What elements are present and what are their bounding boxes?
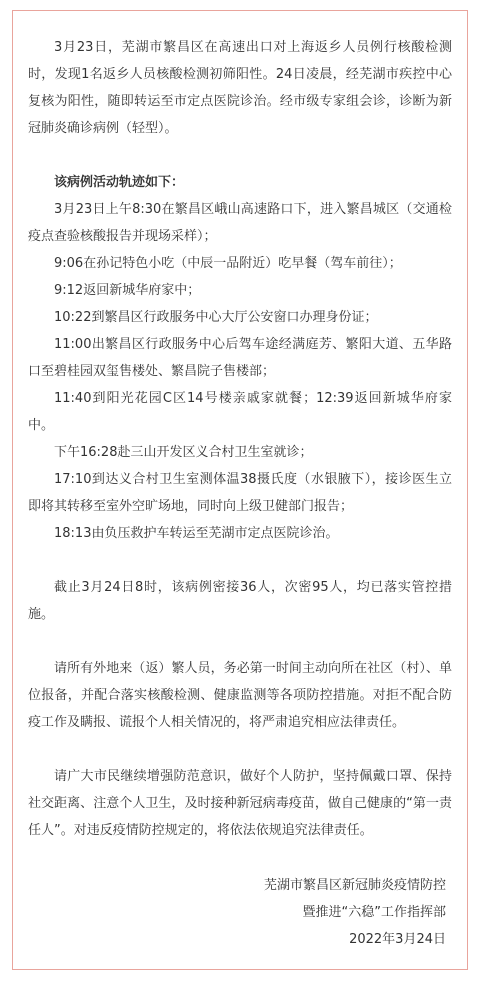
trajectory-item: 11:00出繁昌区行政服务中心后驾车途经满庭芳、繁阳大道、五华路口至碧桂园双玺售楼处、繁昌院子售楼部；	[28, 337, 452, 379]
trajectory-item: 9:12返回新城华府家中；	[54, 283, 201, 298]
notice-paragraph-citizens: 请广大市民继续增强防范意识，做好个人防护，坚持佩戴口罩、保持社交距离、注意个人卫生，及时接种新冠病毒疫苗，做自己健康的“第一责任人”。对违反疫情防控规定的，将依法依规追究法律责任。	[28, 769, 452, 838]
spacer	[28, 547, 452, 574]
announcement-body	[28, 34, 452, 844]
signature-issuer-line1: 芜湖市繁昌区新冠肺炎疫情防控	[263, 878, 446, 893]
trajectory-heading: 该病例活动轨迹如下：	[54, 175, 185, 190]
trajectory-list	[28, 196, 452, 547]
contacts-paragraph: 截止3月24日8时，该病例密接36人，次密95人，均已落实管控措施。	[28, 580, 452, 622]
spacer	[28, 736, 452, 763]
spacer	[28, 142, 452, 169]
trajectory-item: 11:40到阳光花园C区14号楼亲戚家就餐；12:39返回新城华府家中。	[28, 391, 452, 433]
notice-paragraph-returnees: 请所有外地来（返）繁人员，务必第一时间主动向所在社区（村）、单位报备，并配合落实核酸检测、健康监测等各项防控措施。对拒不配合防疫工作及瞒报、谎报个人相关情况的，将严肃追究相应法律责任。	[28, 661, 452, 730]
trajectory-item: 10:22到繁昌区行政服务中心大厅公安窗口办理身份证；	[54, 310, 378, 325]
signature-date: 2022年3月24日	[349, 932, 446, 947]
spacer	[28, 628, 452, 655]
trajectory-item: 18:13由负压救护车转运至芜湖市定点医院诊治。	[54, 526, 339, 541]
signature-block	[264, 872, 446, 953]
trajectory-item: 9:06在孙记特色小吃（中辰一品附近）吃早餐（驾车前往）；	[54, 256, 402, 271]
intro-paragraph: 3月23日，芜湖市繁昌区在高速出口对上海返乡人员例行核酸检测时，发现1名返乡人员核酸检测初筛阳性。24日凌晨，经芜湖市疾控中心复核为阳性，随即转运至市定点医院诊治。经市级专家组会诊，诊断为新冠肺炎确诊病例（轻型）。	[28, 40, 452, 136]
trajectory-item: 17:10到达义合村卫生室测体温38摄氏度（水银腋下），接诊医生立即将其转移至室外空旷场地，同时向上级卫健部门报告；	[28, 472, 452, 514]
trajectory-item: 下午16:28赴三山开发区义合村卫生室就诊；	[54, 445, 313, 460]
trajectory-item: 3月23日上午8:30在繁昌区峨山高速路口下，进入繁昌城区（交通检疫点查验核酸报告并现场采样）；	[28, 202, 452, 244]
signature-issuer-line2: 暨推进“六稳”工作指挥部	[302, 905, 446, 920]
